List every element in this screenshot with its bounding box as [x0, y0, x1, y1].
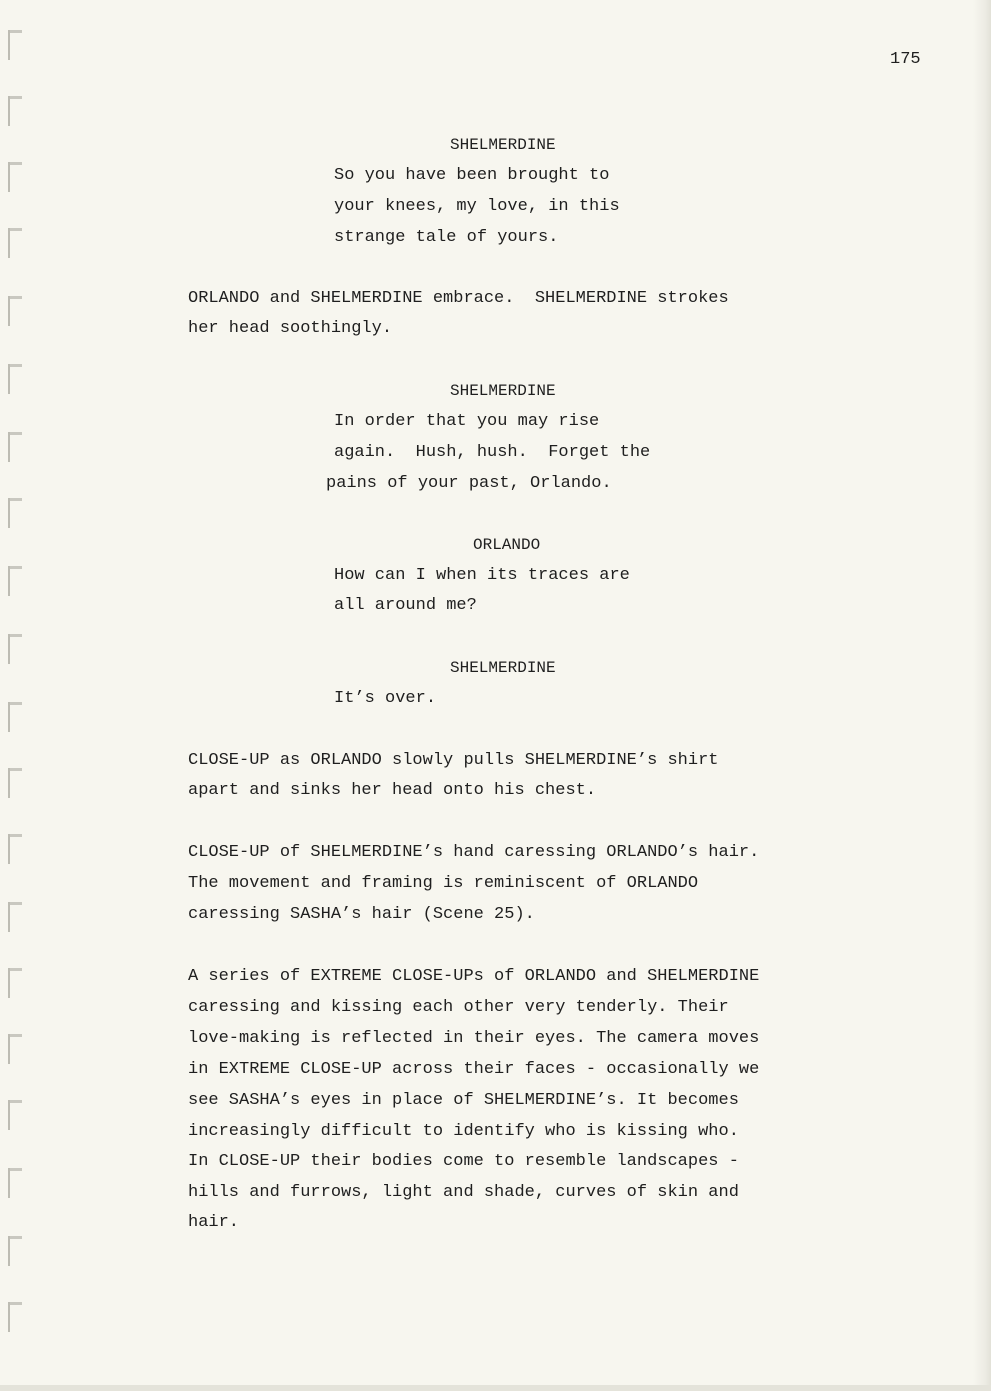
binding-hole [8, 96, 34, 130]
action-line: increasingly difficult to identify who is kissing who. [188, 1122, 739, 1141]
binding-hole [8, 902, 34, 936]
dialogue-line: again. Hush, hush. Forget the [334, 443, 651, 462]
page-edge-shadow [973, 0, 991, 1391]
binding-hole [8, 1034, 34, 1068]
character-heading: SHELMERDINE [450, 382, 556, 400]
character-heading: ORLANDO [473, 536, 541, 554]
dialogue-line: strange tale of yours. [334, 228, 559, 247]
action-line: In CLOSE-UP their bodies come to resemble landscapes - [188, 1152, 739, 1171]
dialogue-line: How can I when its traces are [334, 566, 630, 585]
dialogue-line: It’s over. [334, 689, 437, 708]
page-number: 175 [890, 50, 921, 69]
binding-hole [8, 566, 34, 600]
spiral-binding [0, 0, 40, 1391]
dialogue-line: So you have been brought to [334, 166, 610, 185]
action-line: see SASHA’s eyes in place of SHELMERDINE’s. It becomes [188, 1091, 739, 1110]
action-line: hair. [188, 1213, 240, 1232]
action-line: in EXTREME CLOSE-UP across their faces - occasionally we [188, 1060, 760, 1079]
action-line: caressing SASHA’s hair (Scene 25). [188, 905, 535, 924]
action-line: her head soothingly. [188, 319, 393, 338]
action-line: ORLANDO and SHELMERDINE embrace. SHELMERDINE strokes [188, 289, 729, 308]
dialogue-line: In order that you may rise [334, 412, 600, 431]
binding-hole [8, 296, 34, 330]
action-line: The movement and framing is reminiscent of ORLANDO [188, 874, 699, 893]
dialogue-line: your knees, my love, in this [334, 197, 620, 216]
binding-hole [8, 432, 34, 466]
binding-hole [8, 768, 34, 802]
binding-hole [8, 1302, 34, 1336]
binding-hole [8, 1236, 34, 1270]
character-heading: SHELMERDINE [450, 659, 556, 677]
binding-hole [8, 968, 34, 1002]
binding-hole [8, 364, 34, 398]
action-line: hills and furrows, light and shade, curves of skin and [188, 1183, 739, 1202]
binding-hole [8, 1100, 34, 1134]
action-line: CLOSE-UP of SHELMERDINE’s hand caressing ORLANDO’s hair. [188, 843, 760, 862]
dialogue-line: pains of your past, Orlando. [326, 474, 612, 493]
binding-hole [8, 162, 34, 196]
action-line: A series of EXTREME CLOSE-UPs of ORLANDO and SHELMERDINE [188, 967, 760, 986]
binding-hole [8, 30, 34, 64]
action-line: caressing and kissing each other very tenderly. Their [188, 998, 729, 1017]
binding-hole [8, 834, 34, 868]
action-line: love-making is reflected in their eyes. The camera moves [188, 1029, 760, 1048]
action-line: CLOSE-UP as ORLANDO slowly pulls SHELMERDINE’s shirt [188, 751, 719, 770]
character-heading: SHELMERDINE [450, 136, 556, 154]
binding-hole [8, 634, 34, 668]
page-bottom-edge [0, 1385, 991, 1391]
binding-hole [8, 498, 34, 532]
binding-hole [8, 228, 34, 262]
action-line: apart and sinks her head onto his chest. [188, 781, 597, 800]
binding-hole [8, 702, 34, 736]
binding-hole [8, 1168, 34, 1202]
dialogue-line: all around me? [334, 596, 477, 615]
